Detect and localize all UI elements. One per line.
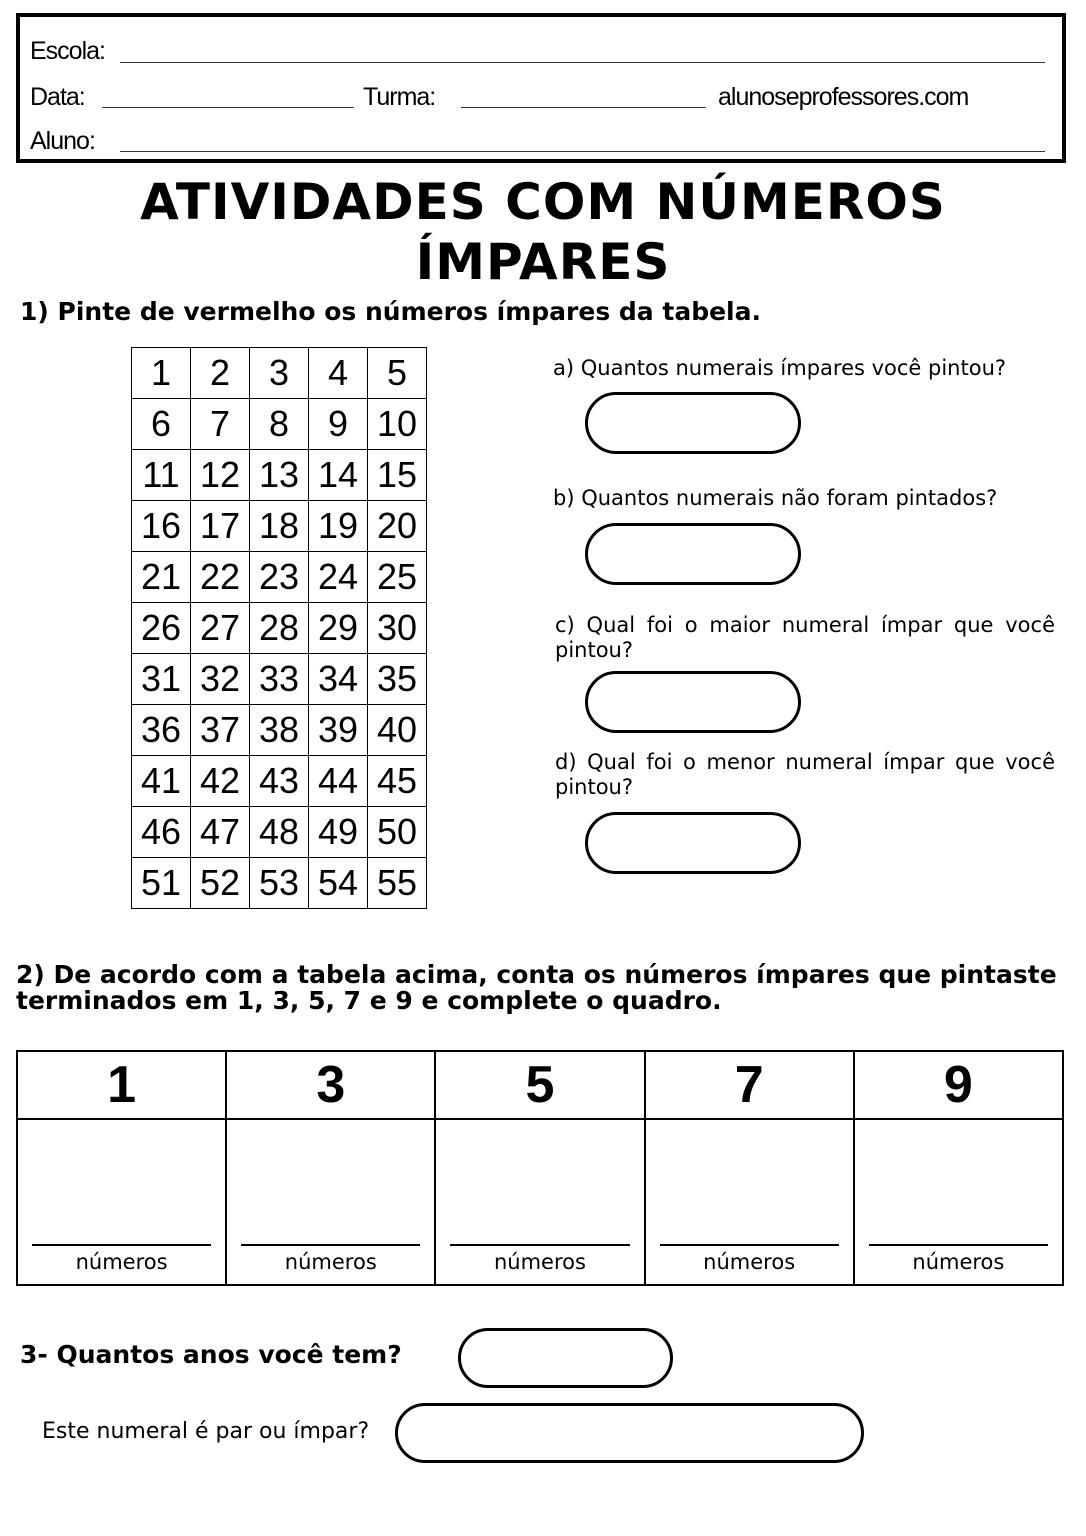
ending-header: 5 (435, 1051, 644, 1119)
ending-header: 1 (17, 1051, 226, 1119)
school-label: Escola: (30, 37, 105, 65)
grid-row (132, 705, 427, 756)
ending-answer-cell[interactable] (645, 1119, 854, 1285)
grid-cell[interactable]: 29 (309, 603, 368, 654)
question-2: 2) De acordo com a tabela acima, conta os números ímpares que pintaste terminados em 1, 3, 5, 7 e 9 e complete o quadro. (16, 960, 1057, 1015)
cell-label: números (450, 1244, 629, 1274)
grid-cell[interactable]: 19 (309, 501, 368, 552)
grid-row (132, 654, 427, 705)
header-box (16, 13, 1066, 163)
grid-cell[interactable]: 54 (309, 858, 368, 909)
cell-label: números (32, 1244, 211, 1274)
grid-cell[interactable]: 26 (132, 603, 191, 654)
question-1b: b) Quantos numerais não foram pintados? (553, 486, 998, 510)
grid-cell[interactable]: 38 (250, 705, 309, 756)
question-1d: d) Qual foi o menor numeral ímpar que você pintou? (555, 750, 1055, 799)
grid-row (132, 807, 427, 858)
grid-cell[interactable]: 3 (250, 348, 309, 399)
grid-row (132, 552, 427, 603)
question-3-sub: Este numeral é par ou ímpar? (42, 1419, 370, 1444)
grid-row (132, 399, 427, 450)
grid-cell[interactable]: 44 (309, 756, 368, 807)
grid-cell[interactable]: 48 (250, 807, 309, 858)
question-1a: a) Quantos numerais ímpares você pintou? (553, 356, 1007, 380)
grid-cell[interactable]: 43 (250, 756, 309, 807)
grid-cell[interactable]: 52 (191, 858, 250, 909)
class-field[interactable] (461, 107, 706, 108)
grid-cell[interactable]: 16 (132, 501, 191, 552)
grid-cell[interactable]: 46 (132, 807, 191, 858)
grid-cell[interactable]: 32 (191, 654, 250, 705)
ending-header: 9 (854, 1051, 1063, 1119)
grid-cell[interactable]: 39 (309, 705, 368, 756)
grid-cell[interactable]: 36 (132, 705, 191, 756)
grid-cell[interactable]: 18 (250, 501, 309, 552)
grid-cell[interactable]: 42 (191, 756, 250, 807)
ending-answer-cell[interactable] (226, 1119, 435, 1285)
website: alunoseprofessores.com (718, 83, 969, 111)
grid-cell[interactable]: 40 (368, 705, 427, 756)
grid-cell[interactable]: 27 (191, 603, 250, 654)
grid-row (132, 348, 427, 399)
page-title (0, 172, 1086, 292)
grid-cell[interactable]: 53 (250, 858, 309, 909)
question-1: 1) Pinte de vermelho os números ímpares da tabela. (20, 297, 761, 326)
grid-cell[interactable]: 28 (250, 603, 309, 654)
grid-cell[interactable]: 45 (368, 756, 427, 807)
grid-cell[interactable]: 23 (250, 552, 309, 603)
grid-cell[interactable]: 37 (191, 705, 250, 756)
school-field[interactable] (120, 62, 1045, 63)
grid-cell[interactable]: 10 (368, 399, 427, 450)
grid-cell[interactable]: 21 (132, 552, 191, 603)
grid-cell[interactable]: 24 (309, 552, 368, 603)
student-label: Aluno: (30, 127, 95, 155)
grid-cell[interactable]: 41 (132, 756, 191, 807)
endings-table (16, 1050, 1064, 1286)
grid-cell[interactable]: 17 (191, 501, 250, 552)
date-label: Data: (30, 83, 85, 111)
student-field[interactable] (120, 151, 1045, 152)
grid-cell[interactable]: 15 (368, 450, 427, 501)
grid-cell[interactable]: 1 (132, 348, 191, 399)
title-line-2: ÍMPARES (415, 233, 671, 291)
grid-cell[interactable]: 34 (309, 654, 368, 705)
grid-cell[interactable]: 9 (309, 399, 368, 450)
answer-box-1d[interactable] (585, 812, 801, 874)
cell-label: números (241, 1244, 420, 1274)
grid-cell[interactable]: 13 (250, 450, 309, 501)
grid-row (132, 501, 427, 552)
grid-row (132, 603, 427, 654)
grid-cell[interactable]: 55 (368, 858, 427, 909)
grid-cell[interactable]: 7 (191, 399, 250, 450)
ending-answer-cell[interactable] (854, 1119, 1063, 1285)
grid-cell[interactable]: 30 (368, 603, 427, 654)
grid-cell[interactable]: 22 (191, 552, 250, 603)
grid-row (132, 858, 427, 909)
ending-header: 7 (645, 1051, 854, 1119)
grid-row (132, 450, 427, 501)
grid-row (132, 756, 427, 807)
question-3: 3- Quantos anos você tem? (20, 1340, 402, 1369)
ending-answer-cell[interactable] (435, 1119, 644, 1285)
grid-cell[interactable]: 33 (250, 654, 309, 705)
grid-cell[interactable]: 50 (368, 807, 427, 858)
question-1c: c) Qual foi o maior numeral ímpar que você pintou? (555, 613, 1055, 662)
grid-cell[interactable]: 4 (309, 348, 368, 399)
parity-answer-box[interactable] (395, 1403, 864, 1463)
grid-cell[interactable]: 11 (132, 450, 191, 501)
cell-label: números (660, 1244, 839, 1274)
grid-cell[interactable]: 51 (132, 858, 191, 909)
title-line-1: ATIVIDADES COM NÚMEROS (140, 173, 946, 231)
grid-cell[interactable]: 20 (368, 501, 427, 552)
ending-header: 3 (226, 1051, 435, 1119)
grid-cell[interactable]: 6 (132, 399, 191, 450)
age-answer-box[interactable] (458, 1328, 673, 1388)
date-field[interactable] (102, 107, 354, 108)
cell-label: números (869, 1244, 1048, 1274)
grid-cell[interactable]: 12 (191, 450, 250, 501)
number-grid (131, 347, 427, 909)
class-label: Turma: (363, 83, 436, 111)
answer-box-1a[interactable] (585, 392, 801, 454)
grid-cell[interactable]: 2 (191, 348, 250, 399)
grid-cell[interactable]: 49 (309, 807, 368, 858)
grid-cell[interactable]: 8 (250, 399, 309, 450)
grid-cell[interactable]: 5 (368, 348, 427, 399)
grid-cell[interactable]: 14 (309, 450, 368, 501)
answer-box-1b[interactable] (585, 523, 801, 585)
answer-box-1c[interactable] (585, 671, 801, 733)
grid-cell[interactable]: 31 (132, 654, 191, 705)
grid-cell[interactable]: 35 (368, 654, 427, 705)
grid-cell[interactable]: 25 (368, 552, 427, 603)
ending-answer-cell[interactable] (17, 1119, 226, 1285)
grid-cell[interactable]: 47 (191, 807, 250, 858)
